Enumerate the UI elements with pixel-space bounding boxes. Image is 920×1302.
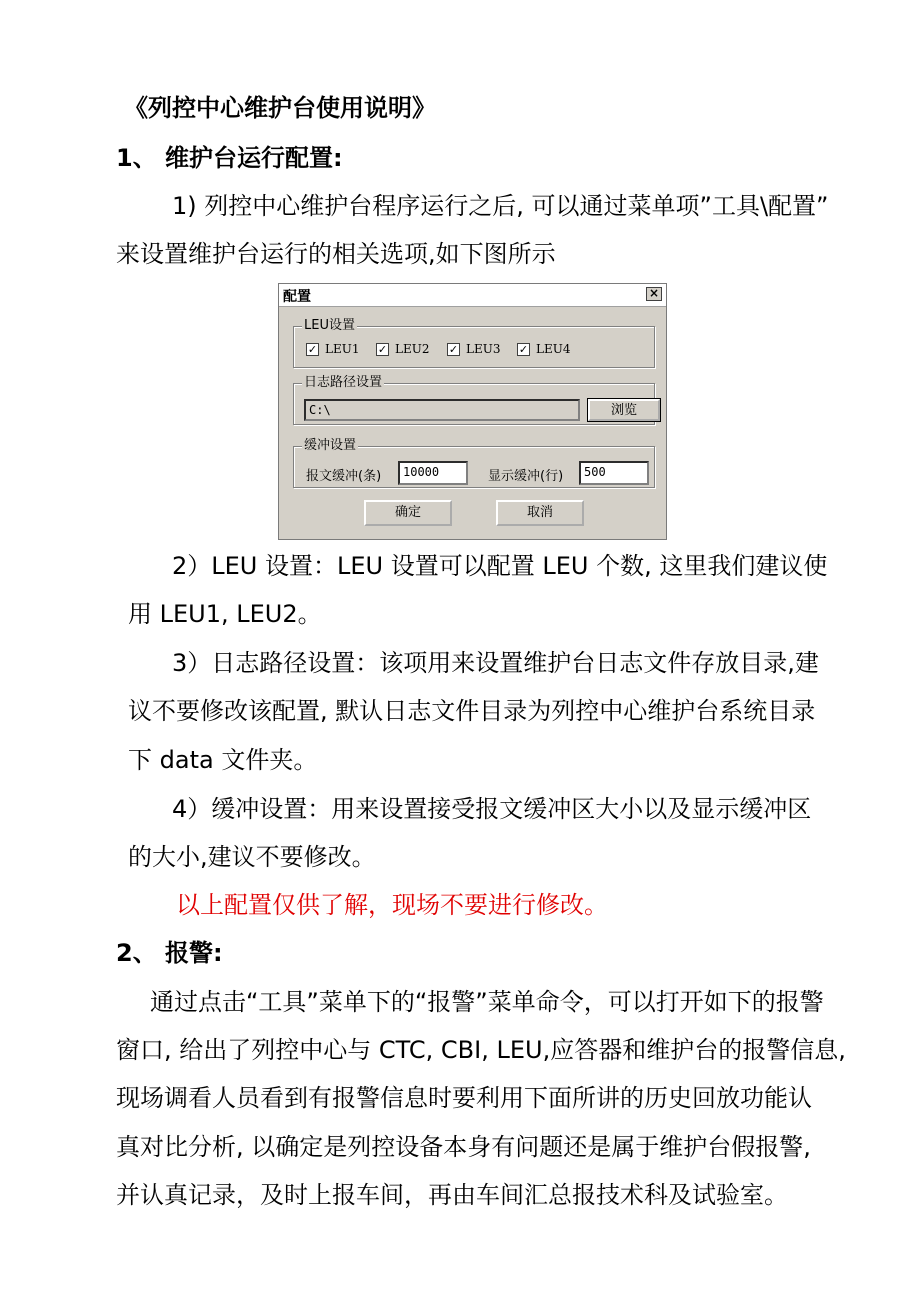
leu4-label: LEU4 (536, 342, 571, 356)
para-3-line-3: 下 data 文件夹。 (128, 746, 318, 774)
para-5-line-3: 现场调看人员看到有报警信息时要利用下面所讲的历史回放功能认 (116, 1084, 812, 1112)
config-dialog (278, 283, 667, 540)
ok-button[interactable]: 确定 (364, 500, 452, 526)
para-4-line-1: 4）缓冲设置：用来设置接受报文缓冲区大小以及显示缓冲区 (172, 795, 812, 823)
para-3-line-1: 3）日志路径设置：该项用来设置维护台日志文件存放目录,建 (172, 649, 819, 677)
para-5-line-1: 通过点击“工具”菜单下的“报警”菜单命令，可以打开如下的报警 (150, 988, 824, 1016)
para-3-line-2: 议不要修改该配置, 默认日志文件目录为列控中心维护台系统目录 (128, 697, 816, 725)
leu3-label: LEU3 (466, 342, 501, 356)
warning-note: 以上配置仅供了解，现场不要进行修改。 (176, 891, 608, 919)
section-2-heading: 2、 报警: (116, 939, 223, 967)
para-2-line-2: 用 LEU1, LEU2。 (128, 600, 322, 628)
check-icon: ✓ (307, 343, 318, 356)
cancel-button[interactable]: 取消 (496, 500, 584, 526)
buffer-group-title: 缓冲设置 (304, 438, 357, 453)
log-path-input[interactable]: C:\ (304, 399, 580, 421)
para-5-line-2: 窗口, 给出了列控中心与 CTC, CBI, LEU,应答器和维护台的报警信息, (116, 1036, 846, 1064)
para-5-line-5: 并认真记录，及时上报车间，再由车间汇总报技术科及试验室。 (116, 1181, 788, 1209)
para-1-line-2: 来设置维护台运行的相关选项,如下图所示 (116, 240, 556, 268)
leu-group (293, 318, 655, 368)
dialog-titlebar (279, 284, 666, 307)
disp-buffer-label: 显示缓冲(行) (488, 469, 564, 484)
check-icon: ✓ (448, 343, 459, 356)
log-path-group-title: 日志路径设置 (304, 375, 383, 390)
leu1-label: LEU1 (325, 342, 360, 356)
browse-button[interactable]: 浏览 (588, 399, 660, 421)
log-path-group (293, 375, 655, 425)
para-2-line-1: 2）LEU 设置：LEU 设置可以配置 LEU 个数, 这里我们建议使 (172, 552, 828, 580)
para-1-line-1: 1) 列控中心维护台程序运行之后, 可以通过菜单项”工具\配置” (172, 192, 829, 220)
section-1-heading: 1、 维护台运行配置: (116, 144, 343, 172)
msg-buffer-label: 报文缓冲(条) (306, 469, 382, 484)
doc-title: 《列控中心维护台使用说明》 (124, 94, 436, 122)
dialog-title: 配置 (283, 289, 311, 305)
disp-buffer-input[interactable]: 500 (579, 461, 649, 485)
close-icon[interactable]: × (646, 287, 662, 301)
buffer-group (293, 438, 655, 488)
check-icon: ✓ (377, 343, 388, 356)
para-4-line-2: 的大小,建议不要修改。 (128, 843, 376, 871)
msg-buffer-input[interactable]: 10000 (398, 461, 468, 485)
leu-group-title: LEU设置 (304, 318, 355, 333)
leu2-label: LEU2 (395, 342, 430, 356)
check-icon: ✓ (518, 343, 529, 356)
para-5-line-4: 真对比分析, 以确定是列控设备本身有问题还是属于维护台假报警, (116, 1133, 811, 1161)
